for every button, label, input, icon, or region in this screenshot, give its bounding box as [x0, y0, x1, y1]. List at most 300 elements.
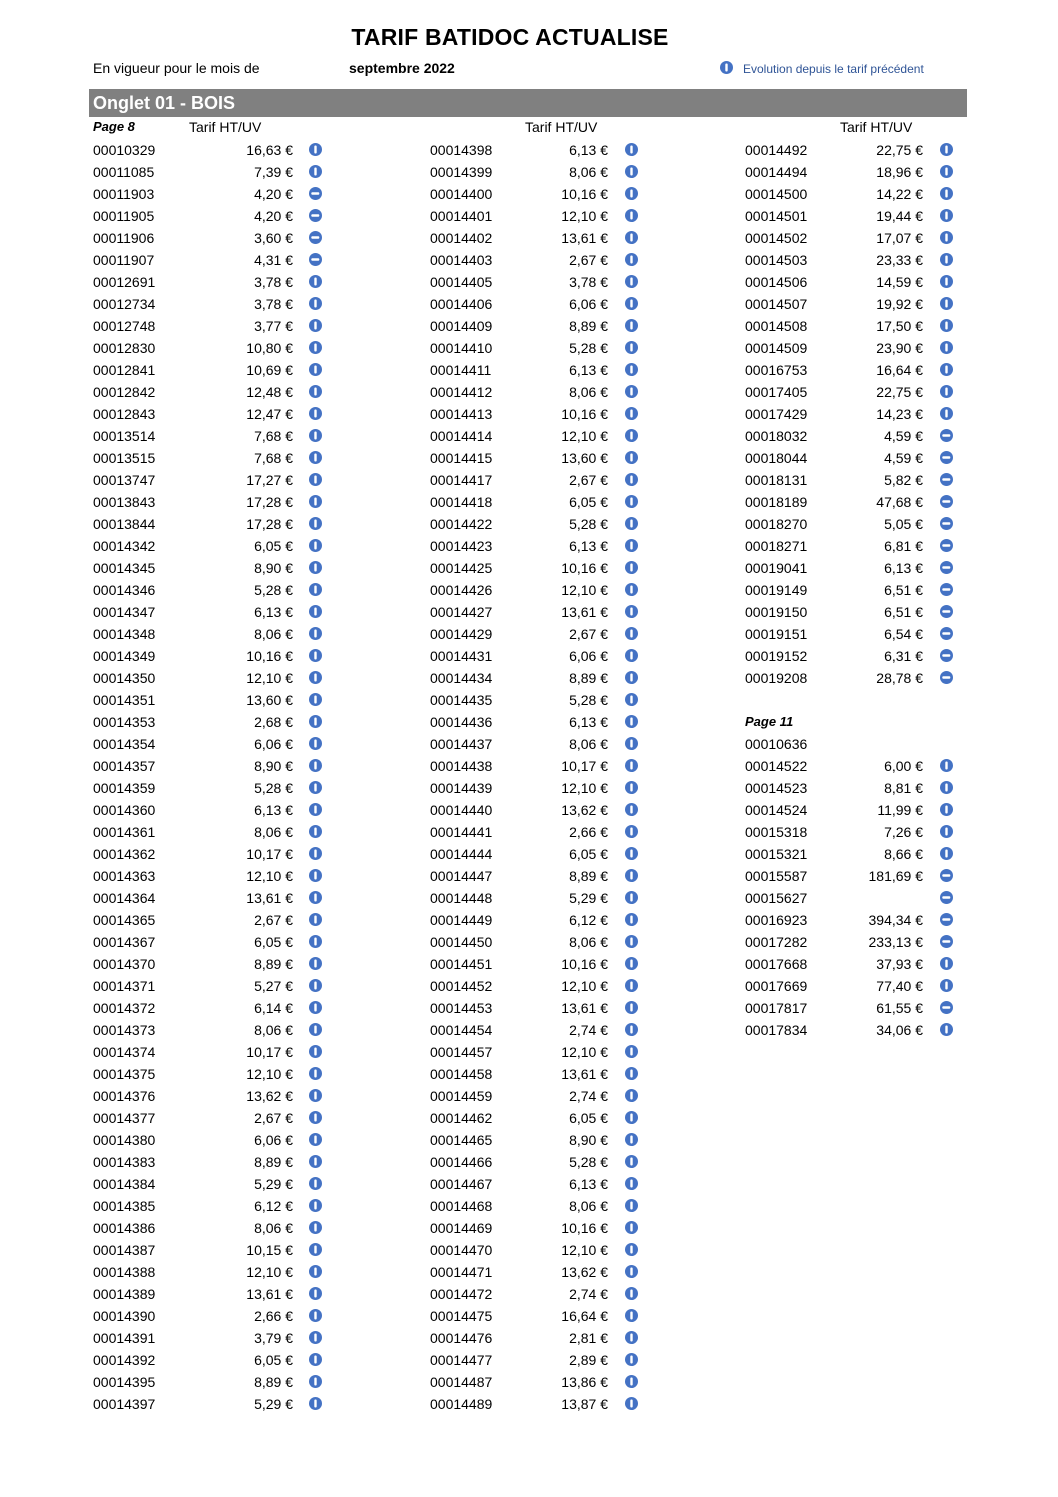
up-evolution-icon [625, 341, 638, 354]
table-row [430, 183, 640, 205]
up-evolution-icon [625, 253, 638, 266]
article-code: 00014457 [430, 1044, 493, 1060]
price-value: 77,40 € [876, 978, 923, 994]
table-row [745, 623, 955, 645]
price-column-3 [745, 139, 955, 1041]
table-row [93, 645, 323, 667]
table-row [430, 1305, 640, 1327]
up-evolution-icon [625, 803, 638, 816]
price-value: 3,79 € [254, 1330, 293, 1346]
price-value: 22,75 € [876, 384, 923, 400]
article-code: 00014398 [430, 142, 493, 158]
price-value: 13,61 € [561, 1066, 608, 1082]
table-row [430, 1041, 640, 1063]
up-evolution-icon [309, 1375, 322, 1388]
article-code: 00014438 [430, 758, 493, 774]
table-row [430, 425, 640, 447]
article-code: 00014373 [93, 1022, 156, 1038]
article-code: 00014405 [430, 274, 493, 290]
price-value: 2,66 € [254, 1308, 293, 1324]
price-value: 2,67 € [569, 252, 608, 268]
table-row [430, 381, 640, 403]
price-value: 5,28 € [254, 780, 293, 796]
page-title: TARIF BATIDOC ACTUALISE [351, 24, 669, 50]
article-code: 00017282 [745, 934, 808, 950]
table-row [93, 909, 323, 931]
up-evolution-icon [309, 341, 322, 354]
article-code: 00014370 [93, 956, 156, 972]
table-row [93, 1129, 323, 1151]
table-row [430, 1239, 640, 1261]
price-value: 8,90 € [569, 1132, 608, 1148]
price-value: 8,66 € [884, 846, 923, 862]
article-code: 00014387 [93, 1242, 156, 1258]
price-value: 10,16 € [561, 956, 608, 972]
table-row [430, 1283, 640, 1305]
up-evolution-icon [940, 319, 953, 332]
up-evolution-icon [625, 627, 638, 640]
table-row [93, 1239, 323, 1261]
up-evolution-icon [625, 319, 638, 332]
table-row [93, 997, 323, 1019]
up-evolution-icon [625, 781, 638, 794]
table-row [430, 689, 640, 711]
article-code: 00014400 [430, 186, 493, 202]
up-evolution-icon [625, 1331, 638, 1344]
table-row [93, 469, 323, 491]
article-code: 00010329 [93, 142, 156, 158]
article-code: 00014403 [430, 252, 493, 268]
price-value: 47,68 € [876, 494, 923, 510]
price-value: 5,28 € [569, 1154, 608, 1170]
price-value: 8,89 € [254, 956, 293, 972]
price-value: 13,61 € [561, 604, 608, 620]
price-value: 10,17 € [246, 846, 293, 862]
table-row [745, 271, 955, 293]
article-code: 00014348 [93, 626, 156, 642]
article-code: 00014434 [430, 670, 493, 686]
up-evolution-icon [625, 495, 638, 508]
article-code: 00014392 [93, 1352, 156, 1368]
table-row [93, 601, 323, 623]
up-evolution-icon [625, 935, 638, 948]
article-code: 00014376 [93, 1088, 156, 1104]
table-row [430, 931, 640, 953]
article-code: 00014468 [430, 1198, 493, 1214]
table-row [430, 1393, 640, 1415]
price-value: 8,06 € [254, 626, 293, 642]
up-evolution-icon [309, 605, 322, 618]
up-evolution-icon [309, 847, 322, 860]
validity-month: septembre 2022 [349, 60, 455, 76]
price-value: 3,78 € [254, 274, 293, 290]
article-code: 00014477 [430, 1352, 493, 1368]
article-code: 00014466 [430, 1154, 493, 1170]
table-row [430, 1327, 640, 1349]
price-value: 2,67 € [569, 626, 608, 642]
up-evolution-icon [940, 385, 953, 398]
up-evolution-icon [309, 539, 322, 552]
price-value: 23,33 € [876, 252, 923, 268]
up-evolution-icon [940, 341, 953, 354]
table-row [745, 227, 955, 249]
price-value: 7,39 € [254, 164, 293, 180]
table-row [745, 315, 955, 337]
up-evolution-icon [625, 297, 638, 310]
table-row [745, 535, 955, 557]
up-evolution-icon [309, 275, 322, 288]
article-code: 00017668 [745, 956, 808, 972]
price-value: 13,60 € [246, 692, 293, 708]
table-row [745, 975, 955, 997]
price-value: 18,96 € [876, 164, 923, 180]
up-evolution-icon [309, 517, 322, 530]
table-row [745, 557, 955, 579]
article-code: 00014453 [430, 1000, 493, 1016]
up-evolution-icon [625, 231, 638, 244]
up-evolution-icon [309, 869, 322, 882]
table-row [430, 601, 640, 623]
table-row [93, 315, 323, 337]
table-row [745, 931, 955, 953]
article-code: 00014501 [745, 208, 808, 224]
up-evolution-icon [625, 825, 638, 838]
article-code: 00018131 [745, 472, 808, 488]
up-evolution-icon [625, 1375, 638, 1388]
price-value: 8,90 € [254, 758, 293, 774]
article-code: 00014414 [430, 428, 493, 444]
table-row [745, 293, 955, 315]
price-value: 6,05 € [254, 538, 293, 554]
price-value: 6,06 € [254, 736, 293, 752]
price-value: 2,67 € [569, 472, 608, 488]
up-evolution-icon [309, 297, 322, 310]
article-code: 00018189 [745, 494, 808, 510]
article-code: 00016753 [745, 362, 808, 378]
price-value: 2,67 € [254, 912, 293, 928]
article-code: 00014365 [93, 912, 156, 928]
price-value: 12,10 € [561, 582, 608, 598]
article-code: 00014452 [430, 978, 493, 994]
stable-evolution-icon [309, 253, 322, 266]
article-code: 00012691 [93, 274, 156, 290]
article-code: 00014412 [430, 384, 493, 400]
up-evolution-icon [309, 957, 322, 970]
up-evolution-icon [940, 957, 953, 970]
up-evolution-icon [625, 1023, 638, 1036]
up-evolution-icon [625, 539, 638, 552]
article-code: 00014364 [93, 890, 156, 906]
table-row [93, 821, 323, 843]
price-value: 6,13 € [569, 362, 608, 378]
price-value: 5,29 € [254, 1176, 293, 1192]
table-row [93, 755, 323, 777]
table-row [93, 931, 323, 953]
table-row [93, 1173, 323, 1195]
article-code: 00014347 [93, 604, 156, 620]
article-code: 00014377 [93, 1110, 156, 1126]
article-code: 00014436 [430, 714, 493, 730]
table-row [745, 469, 955, 491]
price-value: 5,82 € [884, 472, 923, 488]
article-code: 00012734 [93, 296, 156, 312]
price-value: 8,06 € [569, 164, 608, 180]
up-evolution-icon [625, 759, 638, 772]
price-value: 10,17 € [561, 758, 608, 774]
up-evolution-icon [625, 649, 638, 662]
article-code: 00014471 [430, 1264, 493, 1280]
article-code: 00014492 [745, 142, 808, 158]
price-value: 3,77 € [254, 318, 293, 334]
price-value: 13,86 € [561, 1374, 608, 1390]
article-code: 00013515 [93, 450, 156, 466]
table-row [745, 667, 955, 689]
article-code: 00014423 [430, 538, 493, 554]
price-value: 14,23 € [876, 406, 923, 422]
price-value: 8,89 € [569, 868, 608, 884]
article-code: 00014475 [430, 1308, 493, 1324]
up-evolution-icon [625, 671, 638, 684]
table-row [430, 1063, 640, 1085]
price-value: 4,59 € [884, 428, 923, 444]
table-row [93, 513, 323, 535]
stable-evolution-icon [940, 1001, 953, 1014]
up-evolution-icon [309, 1133, 322, 1146]
price-value: 2,74 € [569, 1022, 608, 1038]
article-code: 00014415 [430, 450, 493, 466]
price-value: 10,80 € [246, 340, 293, 356]
table-row [93, 1151, 323, 1173]
stable-evolution-icon [940, 429, 953, 442]
price-value: 12,10 € [246, 670, 293, 686]
up-evolution-icon [309, 429, 322, 442]
article-code: 00014401 [430, 208, 493, 224]
article-code: 00018271 [745, 538, 808, 554]
up-evolution-icon [940, 253, 953, 266]
price-value: 2,68 € [254, 714, 293, 730]
article-code: 00014371 [93, 978, 156, 994]
up-evolution-icon [309, 1287, 322, 1300]
up-evolution-icon [309, 825, 322, 838]
stable-evolution-icon [940, 935, 953, 948]
table-row [430, 447, 640, 469]
price-value: 10,16 € [246, 648, 293, 664]
table-row [430, 139, 640, 161]
price-value: 6,12 € [254, 1198, 293, 1214]
up-evolution-icon [625, 1155, 638, 1168]
table-row [745, 865, 955, 887]
article-code: 00014462 [430, 1110, 493, 1126]
up-evolution-icon [309, 1001, 322, 1014]
up-evolution-icon [309, 891, 322, 904]
price-value: 10,16 € [561, 1220, 608, 1236]
price-value: 11,99 € [877, 802, 923, 818]
article-code: 00014406 [430, 296, 493, 312]
table-row [430, 667, 640, 689]
price-value: 6,05 € [254, 1352, 293, 1368]
article-code: 00015318 [745, 824, 808, 840]
article-code: 00014487 [430, 1374, 493, 1390]
article-code: 00017669 [745, 978, 808, 994]
article-code: 00015587 [745, 868, 808, 884]
table-row [93, 359, 323, 381]
table-row [430, 799, 640, 821]
price-value: 7,26 € [884, 824, 923, 840]
article-code: 00014374 [93, 1044, 156, 1060]
up-evolution-icon [309, 385, 322, 398]
up-evolution-icon [625, 715, 638, 728]
article-code: 00014507 [745, 296, 808, 312]
table-row [93, 1085, 323, 1107]
up-evolution-icon [625, 187, 638, 200]
up-evolution-icon [940, 165, 953, 178]
article-code: 00014389 [93, 1286, 156, 1302]
article-code: 00013843 [93, 494, 156, 510]
price-value: 19,44 € [876, 208, 923, 224]
up-evolution-icon [940, 803, 953, 816]
article-code: 00014450 [430, 934, 493, 950]
up-evolution-icon [940, 209, 953, 222]
price-value: 13,60 € [561, 450, 608, 466]
table-row [745, 359, 955, 381]
article-code: 00014363 [93, 868, 156, 884]
up-evolution-icon [309, 1045, 322, 1058]
page-label: Page 8 [93, 119, 135, 134]
price-value: 23,90 € [876, 340, 923, 356]
article-code: 00014476 [430, 1330, 493, 1346]
up-evolution-icon [309, 319, 322, 332]
price-header-col3: Tarif HT/UV [840, 119, 913, 135]
up-evolution-icon [625, 1133, 638, 1146]
up-evolution-icon [625, 1177, 638, 1190]
price-value: 5,05 € [884, 516, 923, 532]
article-code: 00014440 [430, 802, 493, 818]
price-value: 2,74 € [569, 1286, 608, 1302]
price-value: 6,13 € [569, 538, 608, 554]
up-evolution-icon [309, 1155, 322, 1168]
price-value: 14,59 € [876, 274, 923, 290]
table-row [430, 755, 640, 777]
table-row [430, 315, 640, 337]
price-value: 2,74 € [569, 1088, 608, 1104]
article-code: 00014509 [745, 340, 808, 356]
price-value: 8,06 € [569, 934, 608, 950]
table-row [430, 777, 640, 799]
up-evolution-icon [625, 429, 638, 442]
stable-evolution-icon [940, 913, 953, 926]
up-evolution-icon [625, 517, 638, 530]
article-code: 00014395 [93, 1374, 156, 1390]
up-evolution-icon [625, 209, 638, 222]
article-code: 00012841 [93, 362, 156, 378]
article-code: 00014467 [430, 1176, 493, 1192]
up-evolution-icon [309, 781, 322, 794]
table-row [93, 337, 323, 359]
up-evolution-icon [309, 1331, 322, 1344]
table-row [430, 1173, 640, 1195]
price-value: 6,05 € [569, 494, 608, 510]
up-evolution-icon [625, 1309, 638, 1322]
price-value: 8,06 € [569, 1198, 608, 1214]
table-row [93, 1107, 323, 1129]
up-evolution-icon [625, 1221, 638, 1234]
article-code: 00014444 [430, 846, 493, 862]
price-value: 12,48 € [246, 384, 293, 400]
article-code: 00014385 [93, 1198, 156, 1214]
article-code: 00014342 [93, 538, 156, 554]
price-value: 4,20 € [254, 186, 293, 202]
up-evolution-icon [309, 627, 322, 640]
article-code: 00014470 [430, 1242, 493, 1258]
price-value: 10,16 € [561, 186, 608, 202]
article-code: 00014362 [93, 846, 156, 862]
table-row [430, 535, 640, 557]
price-value: 8,90 € [254, 560, 293, 576]
up-evolution-icon [309, 935, 322, 948]
article-code: 00014472 [430, 1286, 493, 1302]
price-value: 6,00 € [884, 758, 923, 774]
price-value: 13,61 € [246, 890, 293, 906]
up-evolution-icon [940, 297, 953, 310]
table-row [745, 799, 955, 821]
up-evolution-icon [309, 407, 322, 420]
table-row [93, 227, 323, 249]
table-row [93, 491, 323, 513]
table-row [93, 425, 323, 447]
article-code: 00014439 [430, 780, 493, 796]
up-evolution-icon [309, 1243, 322, 1256]
up-evolution-icon [720, 61, 733, 77]
table-row [430, 1107, 640, 1129]
table-row [93, 799, 323, 821]
price-value: 6,13 € [569, 714, 608, 730]
price-value: 12,10 € [246, 1264, 293, 1280]
price-value: 6,13 € [569, 1176, 608, 1192]
up-evolution-icon [940, 275, 953, 288]
price-value: 3,60 € [254, 230, 293, 246]
table-row [745, 249, 955, 271]
price-value: 8,81 € [884, 780, 923, 796]
price-value: 6,14 € [254, 1000, 293, 1016]
price-header-col2: Tarif HT/UV [525, 119, 598, 135]
price-value: 13,87 € [561, 1396, 608, 1412]
price-value: 13,61 € [246, 1286, 293, 1302]
price-value: 16,64 € [561, 1308, 608, 1324]
price-header-col1: Tarif HT/UV [189, 119, 262, 135]
price-value: 5,28 € [569, 516, 608, 532]
up-evolution-icon [940, 231, 953, 244]
up-evolution-icon [625, 407, 638, 420]
price-value: 233,13 € [868, 934, 923, 950]
section-title: Onglet 01 - BOIS [89, 89, 967, 117]
table-row [745, 909, 955, 931]
price-value: 2,66 € [569, 824, 608, 840]
table-row [745, 689, 955, 711]
table-row [745, 887, 955, 909]
up-evolution-icon [309, 1111, 322, 1124]
price-value: 8,06 € [569, 384, 608, 400]
price-value: 28,78 € [876, 670, 923, 686]
article-code: 00014508 [745, 318, 808, 334]
article-code: 00014354 [93, 736, 156, 752]
table-row [745, 139, 955, 161]
up-evolution-icon [625, 869, 638, 882]
table-row [430, 491, 640, 513]
table-row [430, 1019, 640, 1041]
price-value: 10,17 € [246, 1044, 293, 1060]
article-code: 00014359 [93, 780, 156, 796]
article-code: 00015321 [745, 846, 808, 862]
